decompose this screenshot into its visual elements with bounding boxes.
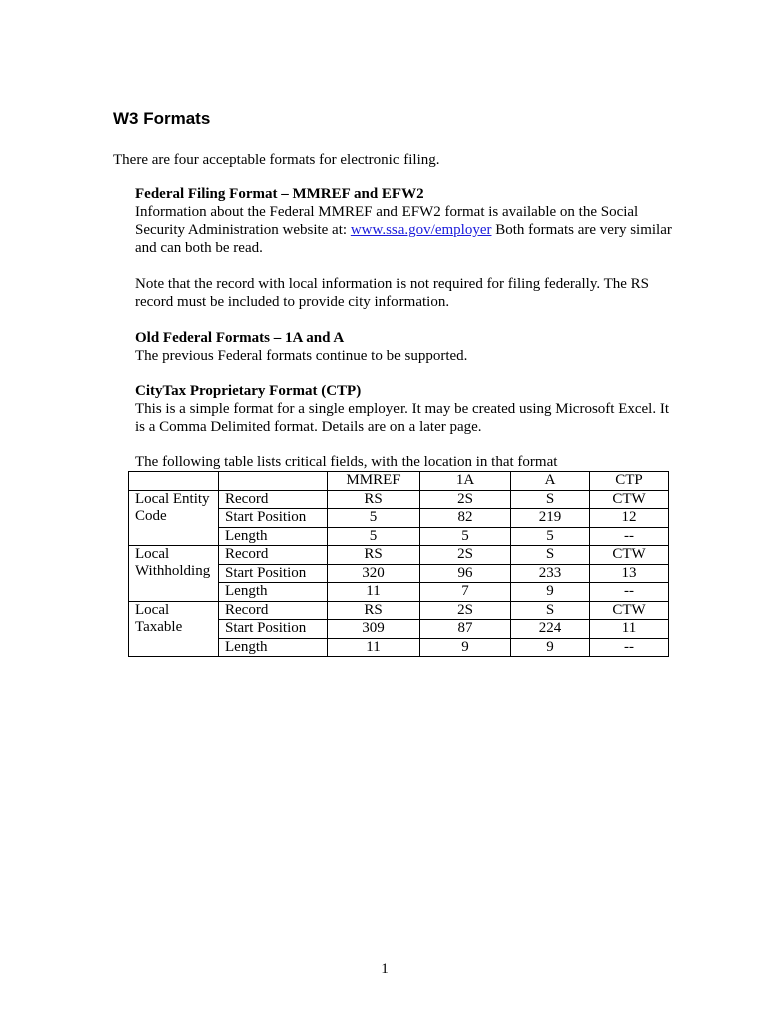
group-name-line1: Local bbox=[135, 546, 170, 562]
group-name-line2: Withholding bbox=[135, 563, 211, 579]
table-header-row bbox=[129, 472, 669, 491]
federal-section bbox=[135, 185, 675, 257]
ssa-employer-link[interactable]: www.ssa.gov/employer bbox=[350, 222, 492, 238]
cell-value: 87 bbox=[420, 620, 511, 639]
cell-value: CTW bbox=[590, 546, 669, 565]
cell-value: S bbox=[511, 601, 590, 620]
cell-value: 309 bbox=[328, 620, 420, 639]
page-number: 1 bbox=[381, 961, 389, 977]
cell-value: 7 bbox=[420, 583, 511, 602]
cell-value: -- bbox=[590, 583, 669, 602]
cell-value: 9 bbox=[420, 638, 511, 657]
group-name-line1: Local bbox=[135, 601, 170, 618]
table-caption: The following table lists critical fields, with the location in that format bbox=[135, 454, 558, 470]
group-name-cell bbox=[129, 546, 219, 602]
cell-value: 5 bbox=[420, 527, 511, 546]
federal-text-before-link: Information about the Federal MMREF and EFW2 format is available on the Social Security Administration website at: bbox=[135, 204, 639, 238]
table-row bbox=[129, 601, 669, 620]
cell-value: 5 bbox=[328, 527, 420, 546]
citytax-section bbox=[135, 382, 675, 436]
header-mmref: MMREF bbox=[328, 472, 420, 491]
cell-value: 2S bbox=[420, 601, 511, 620]
citytax-heading: CityTax Proprietary Format (CTP) bbox=[135, 383, 362, 399]
header-1a: 1A bbox=[420, 472, 511, 491]
cell-value: S bbox=[511, 490, 590, 509]
cell-value: 11 bbox=[328, 583, 420, 602]
row-label: Record bbox=[219, 490, 328, 509]
cell-value: 9 bbox=[511, 638, 590, 657]
cell-value: -- bbox=[590, 638, 669, 657]
header-ctp: CTP bbox=[590, 472, 669, 491]
cell-value: 224 bbox=[511, 620, 590, 639]
federal-note: Note that the record with local information is not required for filing federally. The RS record must be included to provide city information. bbox=[135, 276, 650, 310]
row-label: Start Position bbox=[219, 620, 328, 639]
cell-value: RS bbox=[328, 601, 420, 620]
header-a: A bbox=[511, 472, 590, 491]
cell-value: 5 bbox=[511, 527, 590, 546]
cell-value: 2S bbox=[420, 546, 511, 565]
old-federal-section bbox=[135, 329, 675, 365]
row-label: Start Position bbox=[219, 564, 328, 583]
header-blank-cell bbox=[219, 472, 328, 491]
group-name-cell bbox=[129, 490, 219, 546]
cell-value: 233 bbox=[511, 564, 590, 583]
cell-value: 2S bbox=[420, 490, 511, 509]
format-table bbox=[128, 471, 669, 657]
cell-value: RS bbox=[328, 490, 420, 509]
page-title: W3 Formats bbox=[113, 109, 211, 128]
cell-value: 13 bbox=[590, 564, 669, 583]
table-row bbox=[129, 546, 669, 565]
federal-paragraph bbox=[135, 203, 675, 257]
row-label: Record bbox=[219, 601, 328, 620]
cell-value: -- bbox=[590, 527, 669, 546]
row-label: Length bbox=[219, 527, 328, 546]
header-blank-cell bbox=[129, 472, 219, 491]
cell-value: CTW bbox=[590, 490, 669, 509]
row-label: Length bbox=[219, 638, 328, 657]
cell-value: 82 bbox=[420, 509, 511, 528]
federal-note-section bbox=[135, 275, 675, 311]
federal-text-after-link: Both formats are very similar and can both be read. bbox=[135, 222, 672, 256]
cell-value: 219 bbox=[511, 509, 590, 528]
cell-value: RS bbox=[328, 546, 420, 565]
row-label: Record bbox=[219, 546, 328, 565]
cell-value: 12 bbox=[590, 509, 669, 528]
cell-value: 96 bbox=[420, 564, 511, 583]
table-row bbox=[129, 490, 669, 509]
cell-value: 11 bbox=[590, 620, 669, 639]
cell-value: 5 bbox=[328, 509, 420, 528]
row-label: Start Position bbox=[219, 509, 328, 528]
group-name-line1: Local Entity bbox=[135, 490, 210, 507]
old-federal-text: The previous Federal formats continue to be supported. bbox=[135, 348, 468, 364]
cell-value: 320 bbox=[328, 564, 420, 583]
cell-value: 11 bbox=[328, 638, 420, 657]
citytax-text: This is a simple format for a single employer. It may be created using Microsoft Excel. It is a Comma Delimited format. Details are on a later page. bbox=[135, 401, 670, 435]
row-label: Length bbox=[219, 583, 328, 602]
group-name-line2: Code bbox=[135, 507, 167, 524]
group-name-cell bbox=[129, 601, 219, 657]
cell-value: CTW bbox=[590, 601, 669, 620]
cell-value: S bbox=[511, 546, 590, 565]
federal-heading: Federal Filing Format – MMREF and EFW2 bbox=[135, 186, 424, 202]
intro-text: There are four acceptable formats for electronic filing. bbox=[113, 152, 440, 168]
group-name-line2: Taxable bbox=[135, 618, 183, 635]
cell-value: 9 bbox=[511, 583, 590, 602]
old-federal-heading: Old Federal Formats – 1A and A bbox=[135, 330, 345, 346]
